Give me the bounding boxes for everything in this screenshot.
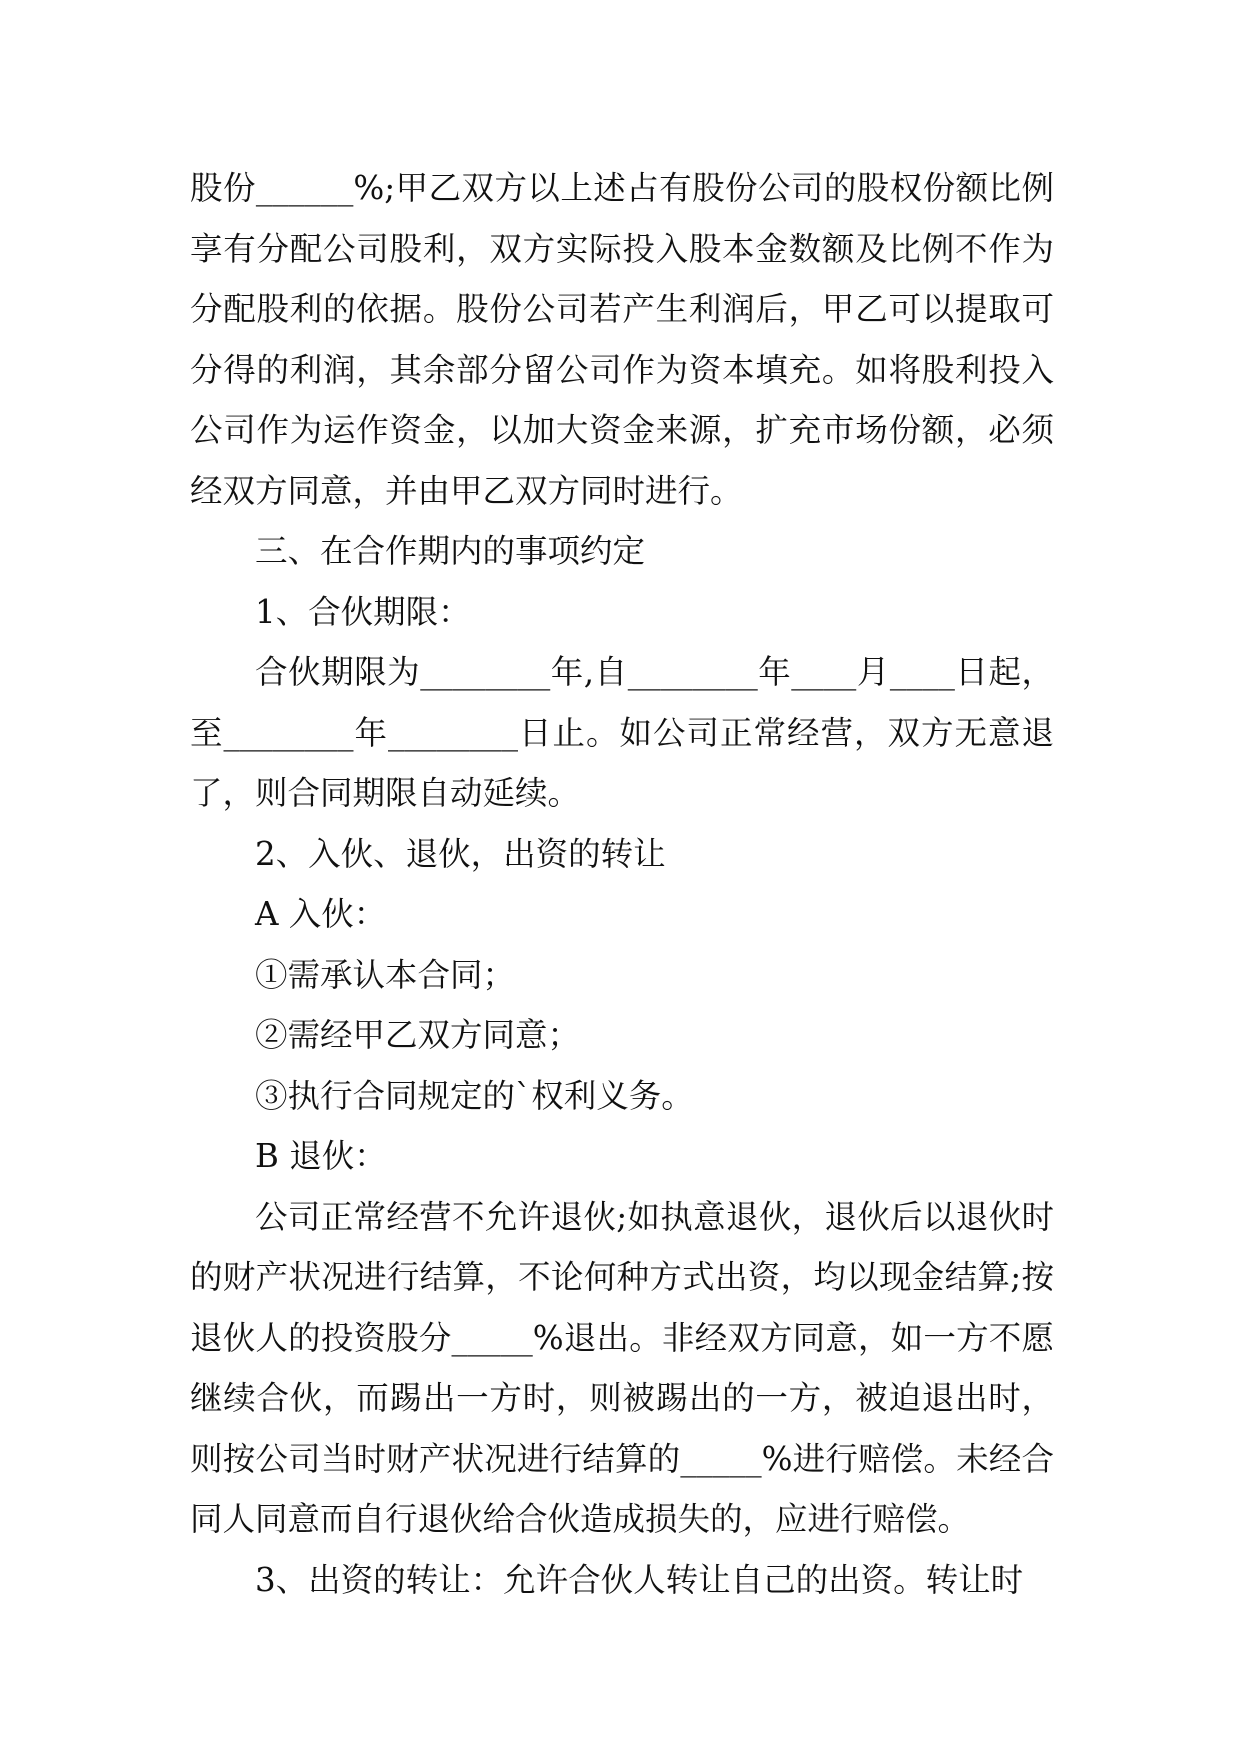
heading-cooperation-matters: 三、在合作期内的事项约定: [255, 532, 646, 570]
paragraph-capital-transfer: 3、出资的转让：允许合伙人转让自己的出资。转让时: [255, 1560, 1024, 1599]
heading-join-exit-transfer: 2、入伙、退伙，出资的转让: [255, 834, 666, 873]
heading-join: A 入伙：: [255, 895, 387, 933]
item-join-3: ③执行合同规定的`权利义务。: [255, 1076, 694, 1115]
heading-partnership-term: 1、合伙期限：: [255, 592, 471, 631]
document-page: [190, 158, 1054, 1610]
paragraph-profit-share: 股份______%;甲乙双方以上述占有股份公司的股权份额比例享有分配公司股利，双方实际投入股本金数额及比例不作为分配股利的依据。股份公司若产生利润后，甲乙可以提取可分得的利润，其余部分留公司作为资本填充。如将股利投入公司作为运作资金，以加大资金来源，扩充市场份额，必须经双方同意，并由甲乙双方同时进行。: [190, 169, 1054, 510]
item-join-2: ②需经甲乙双方同意；: [255, 1016, 581, 1054]
item-join-1: ①需承认本合同；: [255, 955, 516, 994]
paragraph-partnership-term: 合伙期限为________年,自________年____月____日起，至________年________日止。如公司正常经营，双方无意退了，则合同期限自动延续。: [190, 653, 1054, 812]
heading-exit: B 退伙：: [255, 1137, 387, 1175]
paragraph-exit-rules: 公司正常经营不允许退伙;如执意退伙，退伙后以退伙时的财产状况进行结算，不论何种方式出资，均以现金结算;按退伙人的投资股分_____%退出。非经双方同意，如一方不愿继续合伙，而踢出一方时，则被踢出的一方，被迫退出时，则按公司当时财产状况进行结算的_____%进行赔偿。未经合同人同意而自行退伙给合伙造成损失的，应进行赔偿。: [190, 1197, 1054, 1538]
